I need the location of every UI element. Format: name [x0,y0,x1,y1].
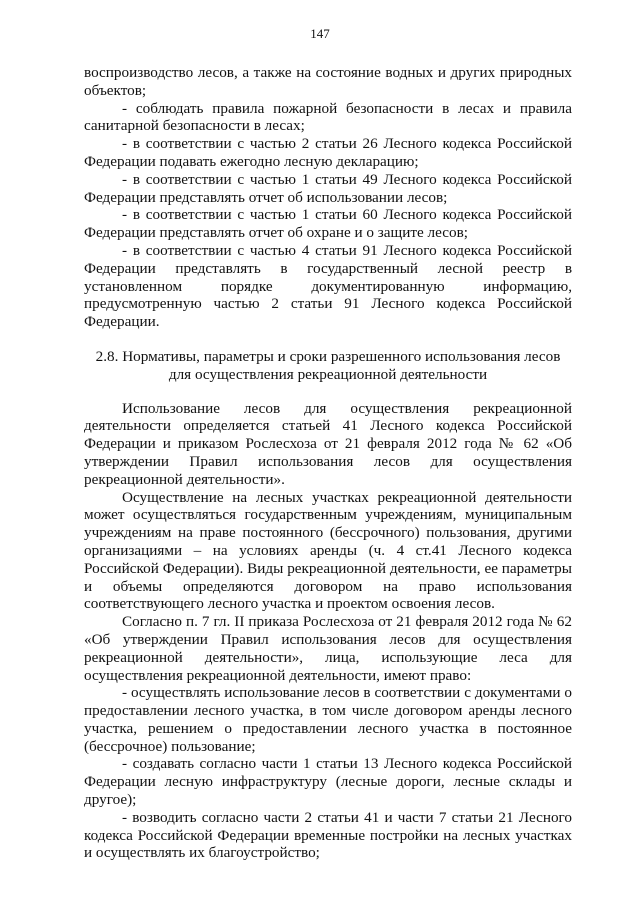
paragraph: Использование лесов для осуществления рекреационной деятельности определяется статьей 41 Лесного кодекса Российской Федерации и приказом Рослесхоза от 21 февраля 2012 года № 62 «Об утверждении Правил использования лесов для осуществления рекреационной деятельности». [84,399,572,488]
section-heading: 2.8. Нормативы, параметры и сроки разрешенного использования лесов для осуществления рекреационной деятельности [95,347,561,383]
paragraph: - в соответствии с частью 2 статьи 26 Лесного кодекса Российской Федерации подавать ежегодно лесную декларацию; [84,135,572,170]
bottom-paragraphs [84,400,572,863]
paragraph: Согласно п. 7 гл. II приказа Рослесхоза от 21 февраля 2012 года № 62 «Об утверждении Правил использования лесов для осуществления рекреационной деятельности», лица, использующие леса для осуществления рекреационной деятельности, имеют право: [84,613,572,684]
paragraph: - в соответствии с частью 1 статьи 60 Лесного кодекса Российской Федерации представлять отчет об охране и о защите лесов; [84,206,572,242]
paragraph: - в соответствии с частью 4 статьи 91 Лесного кодекса Российской Федерации представлять в государственный лесной реестр в установленном порядке документированную информацию, предусмотренную частью 2 статьи 91 Лесного кодекса Российской Федерации. [84,241,572,331]
body-text [84,64,572,862]
paragraph: - осуществлять использование лесов в соответствии с документами о предоставлении лесного участка, в том числе договором аренды лесного участка, решением о предоставлении лесного участка в постоянное (бессрочное) пользование; [84,684,572,755]
top-paragraphs [84,64,572,331]
paragraph: - соблюдать правила пожарной безопасности в лесах и правила санитарной безопасности в лесах; [84,99,572,135]
paragraph: - создавать согласно части 1 статьи 13 Лесного кодекса Российской Федерации лесную инфраструктуру (лесные дороги, лесные склады и другое); [84,755,572,809]
page-number: 147 [310,26,330,41]
paragraph: - возводить согласно части 2 статьи 41 и части 7 статьи 21 Лесного кодекса Российской Федерации временные постройки на лесных участках и осуществлять их благоустройство; [84,808,572,862]
paragraph: - в соответствии с частью 1 статьи 49 Лесного кодекса Российской Федерации представлять отчет об использовании лесов; [84,170,572,206]
paragraph: Осуществление на лесных участках рекреационной деятельности может осуществляться государственным учреждениям, муниципальным учреждениям на праве постоянного (бессрочного) пользования, другими организациями – на условиях аренды (ч. 4 ст.41 Лесного кодекса Российской Федерации). Виды рекреационной деятельности, ее параметры и объемы определяются договором на право использования соответствующего лесного участка и проектом освоения лесов. [84,488,572,613]
paragraph: воспроизводство лесов, а также на состояние водных и других природных объектов; [84,64,572,99]
